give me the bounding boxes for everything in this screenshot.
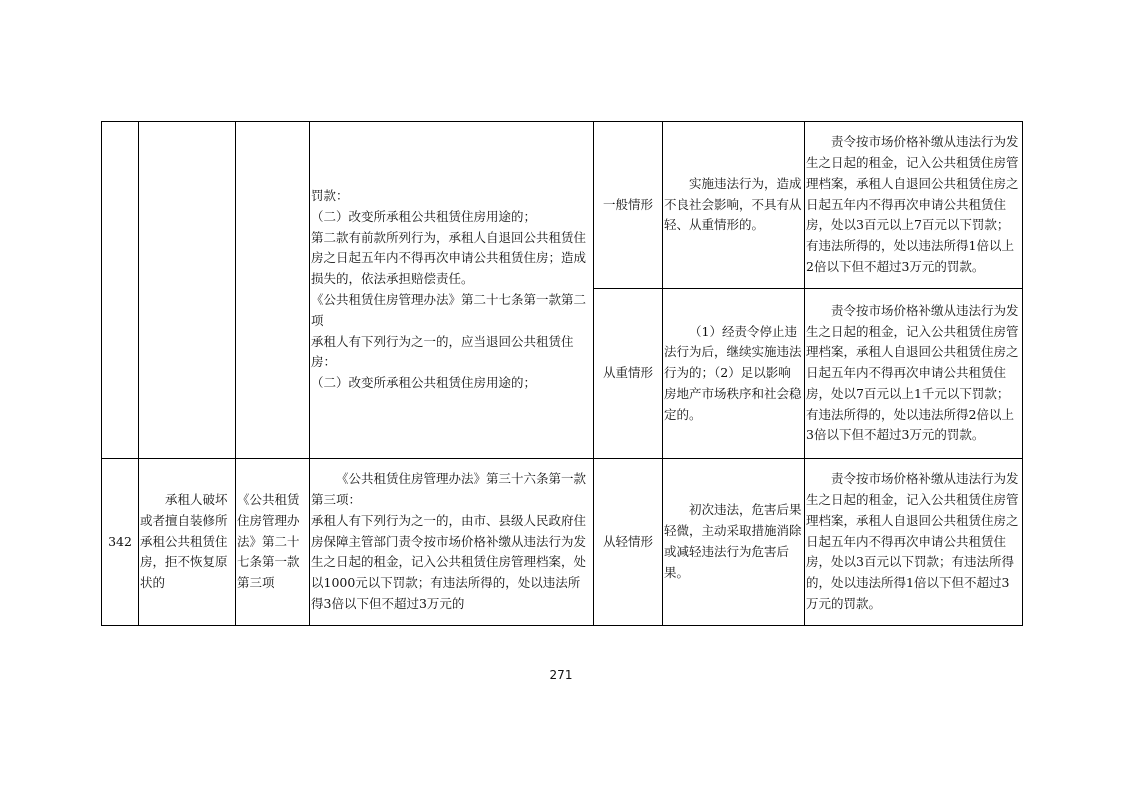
penalty-standards-table bbox=[101, 121, 1023, 626]
basis-line: 罚款： bbox=[311, 188, 349, 204]
circumstance-condition-cell: 初次违法，危害后果轻微，主动采取措施消除或减轻违法行为危害后果。 bbox=[663, 459, 805, 626]
circumstance-type-cell: 从轻情形 bbox=[594, 459, 663, 626]
basis-line: 《公共租赁住房管理办法》第三十六条第一款第三项： bbox=[311, 471, 587, 507]
circumstance-type-cell: 从重情形 bbox=[594, 289, 663, 459]
legal-provision-cell bbox=[236, 122, 310, 459]
circumstance-condition-cell: 实施违法行为，造成不良社会影响，不具有从轻、从重情形的。 bbox=[663, 122, 805, 289]
penalty-standard-cell: 责令按市场价格补缴从违法行为发生之日起的租金，记入公共租赁住房管理档案，承租人自退回公共租赁住房之日起五年内不得再次申请公共租赁住房，处以7百元以上1千元以下罚款；有违法所得的，处以违法所得2倍以上3倍以下但不超过3万元的罚款。 bbox=[805, 289, 1023, 459]
table-row bbox=[102, 122, 1023, 289]
penalty-basis-cell bbox=[310, 459, 594, 626]
penalty-standard-cell: 责令按市场价格补缴从违法行为发生之日起的租金，记入公共租赁住房管理档案，承租人自退回公共租赁住房之日起五年内不得再次申请公共租赁住房，处以3百元以上7百元以下罚款；有违法所得的，处以违法所得1倍以上2倍以下但不超过3万元的罚款。 bbox=[805, 122, 1023, 289]
basis-line: （二）改变所承租公共租赁住房用途的； bbox=[311, 208, 537, 224]
penalty-basis-cell bbox=[310, 122, 594, 459]
table-row bbox=[102, 459, 1023, 626]
penalty-standard-cell: 责令按市场价格补缴从违法行为发生之日起的租金，记入公共租赁住房管理档案，承租人自退回公共租赁住房之日起五年内不得再次申请公共租赁住房，处以3百元以下罚款；有违法所得的，处以违法所得1倍以下但不超过3万元的罚款。 bbox=[805, 459, 1023, 626]
legal-provision-cell: 《公共租赁住房管理办法》第二十七条第一款第三项 bbox=[236, 459, 310, 626]
basis-line: 承租人有下列行为之一的，应当退回公共租赁住房： bbox=[311, 333, 574, 370]
basis-line: （二）改变所承租公共租赁住房用途的； bbox=[311, 375, 537, 391]
circumstance-type-cell: 一般情形 bbox=[594, 122, 663, 289]
item-number-cell: 342 bbox=[102, 459, 139, 626]
violation-description-cell: 承租人破坏或者擅自装修所承租公共租赁住房，拒不恢复原状的 bbox=[139, 459, 236, 626]
circumstance-condition-cell: （1）经责令停止违法行为后，继续实施违法行为的；（2）足以影响房地产市场秩序和社会稳定的。 bbox=[663, 289, 805, 459]
violation-description-cell bbox=[139, 122, 236, 459]
item-number-cell bbox=[102, 122, 139, 459]
basis-line: 第二款有前款所列行为，承租人自退回公共租赁住房之日起五年内不得再次申请公共租赁住房；造成损失的，依法承担赔偿责任。 bbox=[311, 229, 587, 287]
page-number: 271 bbox=[549, 668, 573, 682]
basis-line: 承租人有下列行为之一的，由市、县级人民政府住房保障主管部门责令按市场价格补缴从违法行为发生之日起的租金，记入公共租赁住房管理档案，处以1000元以下罚款；有违法所得的，处以违法所得3倍以下但不超过3万元的 bbox=[311, 512, 587, 611]
basis-line: 《公共租赁住房管理办法》第二十七条第一款第二项 bbox=[311, 292, 587, 328]
